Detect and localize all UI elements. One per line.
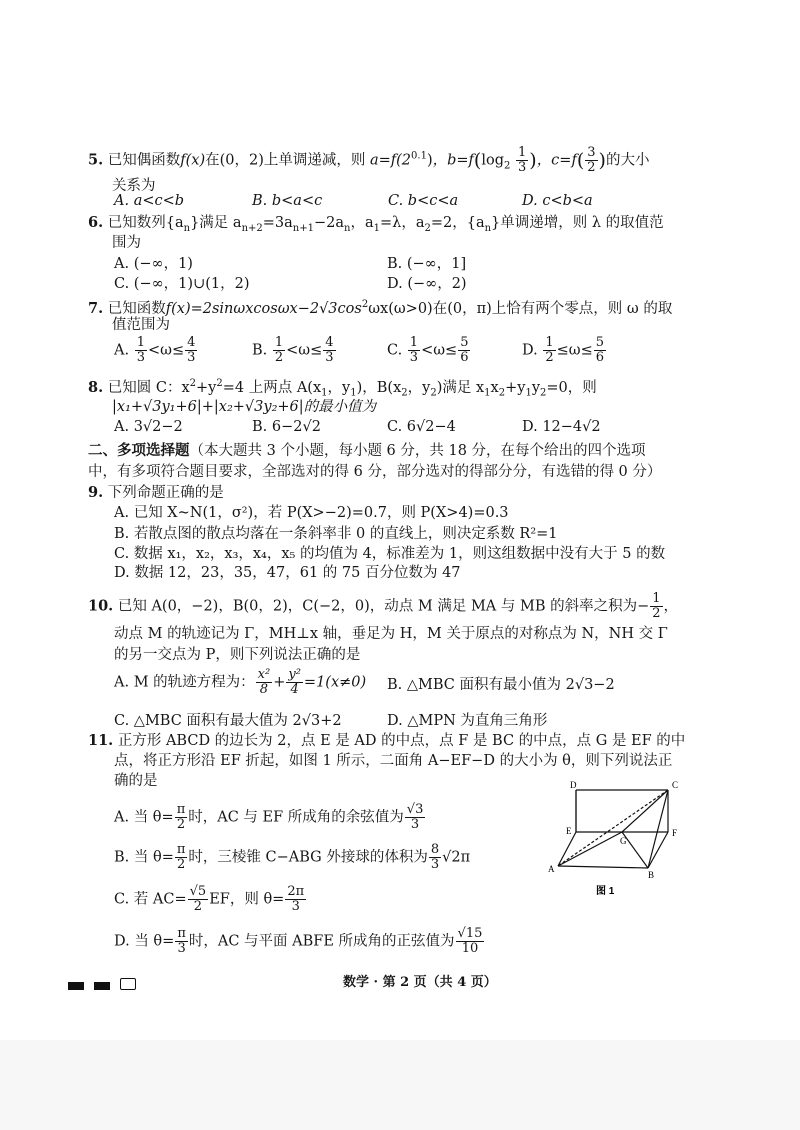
option-b[interactable]: B. 若散点图的散点均落在一条斜率非 0 的直线上，则决定系数 R²=1	[114, 526, 558, 542]
option-b[interactable]: B. △MBC 面积有最小值为 2√3−2	[387, 677, 615, 693]
question-8: 8. 已知圆 C：$x^2+y^2=4$ 上两点 $A(x_1$，$y_1$)，$B(x_2$，$y_2$)满足 $x_1x_2+y_1y_2=0$，则	[88, 378, 597, 399]
label-c: C	[672, 780, 679, 790]
section-2-heading: 二、多项选择题（本大题共 3 个小题，每小题 6 分，共 18 分，在每个给出的四个选项	[88, 442, 646, 459]
option-c[interactable]: C. $\frac{1}{3}$ <ω≤ $\frac{5}{6}$	[387, 335, 469, 365]
question-number: 7.	[88, 299, 104, 317]
option-c[interactable]: C. 若 AC= $\frac{√5}{2}$ EF，则 θ= $\frac{2\pi}{3}$	[114, 884, 305, 914]
label-d: D	[570, 780, 577, 790]
label-f: F	[672, 828, 678, 838]
option-c[interactable]: C. (−∞，1)∪(1，2)	[114, 276, 250, 292]
page-footer: 数学 · 第 2 页（共 4 页）	[343, 975, 497, 990]
option-d[interactable]: D. △MPN 为直角三角形	[387, 713, 548, 729]
label-g: G	[620, 836, 627, 846]
fraction: $\frac{3}{2}$	[587, 145, 596, 175]
question-11: 11. 正方形 ABCD 的边长为 2，点 E 是 AD 的中点，点 F 是 BC 的中点，点 G 是 EF 的中	[88, 732, 686, 749]
option-a[interactable]: A. a<c<b	[114, 193, 185, 209]
section-2-rule: 中，有多项符合题目要求，全部选对的得 6 分，部分选对的得部分分，有选错的得 0 分）	[88, 464, 662, 480]
label-e: E	[566, 826, 572, 836]
option-a[interactable]: A. M 的轨迹方程为： $\frac{\text{x²}}{8}$ + $\frac{\text{y²}}{4}$ =1(x≠0)	[114, 667, 367, 697]
option-d[interactable]: D. 数据 12，23，35，47，61 的 75 百分位数为 47	[114, 565, 461, 581]
option-c[interactable]: C. b<c<a	[388, 193, 459, 209]
label-a: A	[548, 864, 555, 874]
option-c[interactable]: C. △MBC 面积有最大值为 2√3+2	[114, 713, 342, 729]
option-d[interactable]: D. (−∞，2)	[387, 276, 467, 292]
option-d[interactable]: D. c<b<a	[522, 193, 593, 209]
option-a[interactable]: A. 当 θ= $\frac{\pi}{2}$ 时，AC 与 EF 所成角的余弦值为 $\frac{√3}{3}$	[114, 802, 424, 832]
option-d[interactable]: D. 当 θ= $\frac{\pi}{3}$ 时，AC 与平面 ABFE 所成角的正弦值为 $\frac{√15}{10}$	[114, 926, 483, 956]
question-7: 7. 已知函数$f(x)=2\sin\omega xcos\omega x-2√3\cos^2\omega x(\omega>0)$在(0，π)上恰有两个零点，则 ω 的取	[88, 299, 673, 317]
option-b[interactable]: B. (−∞，1]	[387, 256, 467, 272]
figure-lines	[558, 790, 668, 868]
question-6: 6. 已知数列$\{a_n\}$满足 $a_{n+2}=3a_{n+1}-2a_n$，$a_1=\lambda$，$a_2=2$，$\{a_n\}$单调递增，则 λ 的取值范	[88, 214, 664, 234]
question-10: 10. 已知 A(0，−2)，B(0，2)，C(−2，0)，动点 M 满足 MA 与 MB 的斜率之积为− $\frac{1}{2}$ ，	[88, 591, 679, 621]
question-number: 10.	[88, 597, 114, 615]
option-b[interactable]: B. b<a<c	[252, 193, 323, 209]
option-b[interactable]: B. 当 θ= $\frac{\pi}{2}$ 时，三棱锥 C−ABG 外接球的体积为 $\frac{8}{3}$ √2π	[114, 842, 471, 872]
option-a[interactable]: A. (−∞，1)	[114, 256, 193, 272]
figure-1-diagram	[548, 776, 698, 906]
option-d[interactable]: D. 12−4√2	[522, 419, 601, 435]
footer-mark-1	[68, 982, 84, 990]
option-c[interactable]: C. 6√2−4	[387, 419, 456, 435]
question-8-line2: |x₁+√3y₁+6|+|x₂+√3y₂+6|的最小值为	[112, 399, 377, 415]
question-number: 8.	[88, 378, 104, 396]
question-7-line2: 值范围为	[112, 317, 170, 333]
option-a[interactable]: A. 3√2−2	[114, 419, 183, 435]
option-d[interactable]: D. $\frac{1}{2}$ ≤ω≤ $\frac{5}{6}$	[522, 335, 605, 365]
footer-mark-2	[94, 982, 110, 990]
option-b[interactable]: B. 6−2√2	[252, 419, 321, 435]
option-a[interactable]: A. $\frac{1}{3}$ <ω≤ $\frac{4}{3}$	[114, 335, 196, 365]
section-title: 二、多项选择题	[88, 442, 190, 459]
question-10-line3: 的另一交点为 P，则下列说法正确的是	[114, 647, 361, 663]
question-11-line3: 确的是	[114, 773, 158, 789]
question-11-line2: 点，将正方形沿 EF 折起，如图 1 所示，二面角 A−EF−D 的大小为 θ，则下列说法正	[114, 753, 673, 769]
question-9: 9. 下列命题正确的是	[88, 484, 224, 501]
question-number: 6.	[88, 214, 104, 231]
figure-caption: 图 1	[596, 886, 615, 897]
question-number: 5.	[88, 151, 104, 169]
question-6-line2: 围为	[112, 235, 141, 251]
option-c[interactable]: C. 数据 x₁，x₂，x₃，x₄，x₅ 的均值为 4，标准差为 1，则这组数据中没有大于 5 的数	[114, 546, 666, 562]
bottom-shade	[0, 1040, 800, 1130]
label-b: B	[648, 870, 655, 880]
question-number: 11.	[88, 732, 114, 749]
question-10-line2: 动点 M 的轨迹记为 Γ，MH⊥x 轴，垂足为 H，M 关于原点的对称点为 N，NH 交 Γ	[114, 626, 668, 642]
fraction: $\frac{1}{3}$	[517, 145, 527, 175]
question-number: 9.	[88, 484, 104, 501]
footer-box	[120, 978, 136, 990]
question-5-line2: 关系为	[112, 178, 156, 194]
question-5: 5. 已知偶函数f(x)在(0，2)上单调递减，则 $a=f(2^{0.1})$，$b=f(\log_2$ $\frac{1}{3}$ )，c=f( $\frac{3}{2}$ )的大小	[88, 145, 650, 175]
option-b[interactable]: B. $\frac{1}{2}$ <ω≤ $\frac{4}{3}$	[252, 335, 334, 365]
option-a[interactable]: A. 已知 X~N(1，σ²)，若 P(X>−2)=0.7，则 P(X>4)=0.3	[114, 505, 509, 521]
